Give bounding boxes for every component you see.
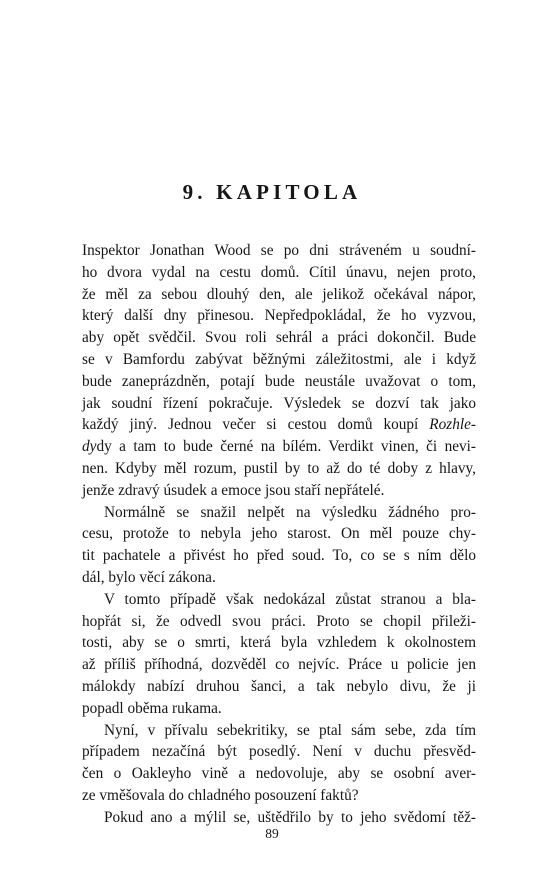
text-line: Pokud ano a mýlil se, uštědřilo by to jeho svědomí těž- xyxy=(104,808,476,826)
text-line: ho dvora vydal na cestu domů. Cítil únavu, nejen proto, xyxy=(82,263,476,281)
text-line: V tomto případě však nedokázal zůstat stranou a bla- xyxy=(104,590,476,608)
page-number: 89 xyxy=(265,826,279,841)
text-line xyxy=(82,414,476,436)
text-line: který další dny přinesou. Nepředpokládal, že ho vyzvou, xyxy=(82,307,476,325)
paragraph-1 xyxy=(82,240,476,502)
paragraph-4 xyxy=(82,720,476,807)
text-line: se v Bamfordu zabývat běžnými záležitostmi, ale i když xyxy=(82,350,476,368)
text-segment: dy a tam to bude černé na bílém. Verdikt vinen, či nevi- xyxy=(96,438,476,456)
text-line: až příliš příhodná, dozvěděl co nejvíc. Práce u policie jen xyxy=(82,656,476,674)
text-line: Normálně se snažil nelpět na výsledku žádného pro- xyxy=(104,503,476,521)
italic-title: Rozhle- xyxy=(429,416,476,434)
text-line: aby opět svědčil. Svou roli sehrál a práci dokončil. Bude xyxy=(82,329,476,347)
text-line: Nyní, v přívalu sebekritiky, se ptal sám sebe, zda tím xyxy=(104,721,476,739)
text-segment: každý jiný. Jednou večer si cestou domů koupí xyxy=(82,416,430,434)
text-line: bude zaneprázdněn, potají bude neustále uvažovat o tom, xyxy=(82,372,476,390)
chapter-heading: 9. KAPITOLA xyxy=(182,180,362,204)
text-line: čen o Oakleyho vině a nedovoluje, aby se osobní aver- xyxy=(82,765,476,783)
text-line: popadl oběma rukama. xyxy=(82,699,222,717)
italic-title: dy xyxy=(82,438,97,456)
text-line: jak soudní řízení pokračuje. Výsledek se dozví tak jako xyxy=(82,394,476,412)
paragraph-2 xyxy=(82,502,476,589)
text-line: ze vměšovala do chladného posouzení faktů? xyxy=(82,786,359,804)
text-line: jenže zdravý úsudek a emoce jsou staří nepřátelé. xyxy=(82,481,385,499)
paragraph-3 xyxy=(82,589,476,720)
text-line: nen. Kdyby měl rozum, pustil by to až do té doby z hlavy, xyxy=(82,459,476,477)
text-line: že měl za sebou dlouhý den, ale jelikož očekával nápor, xyxy=(82,285,476,303)
text-line: málokdy nabízí druhou šanci, a tak nebylo divu, že ji xyxy=(82,677,476,695)
text-line xyxy=(82,436,476,458)
text-line: cesu, protože to nebyla jeho starost. On měl pouze chy- xyxy=(82,525,476,543)
text-line: Inspektor Jonathan Wood se po dni stráveném u soudní- xyxy=(82,242,476,259)
text-line: tit pachatele a přivést ho před soud. To, co se s ním dělo xyxy=(82,547,476,565)
text-line: hopřát si, že odvedl svou práci. Proto se chopil přileži- xyxy=(82,612,476,630)
text-line: případem nezačíná být posedlý. Není v duchu přesvěd- xyxy=(82,743,476,761)
text-line: dál, bylo věcí zákona. xyxy=(82,568,216,586)
text-line: tosti, aby se o smrti, která byla vzhledem k okolnostem xyxy=(82,634,476,652)
body-text xyxy=(82,240,476,829)
